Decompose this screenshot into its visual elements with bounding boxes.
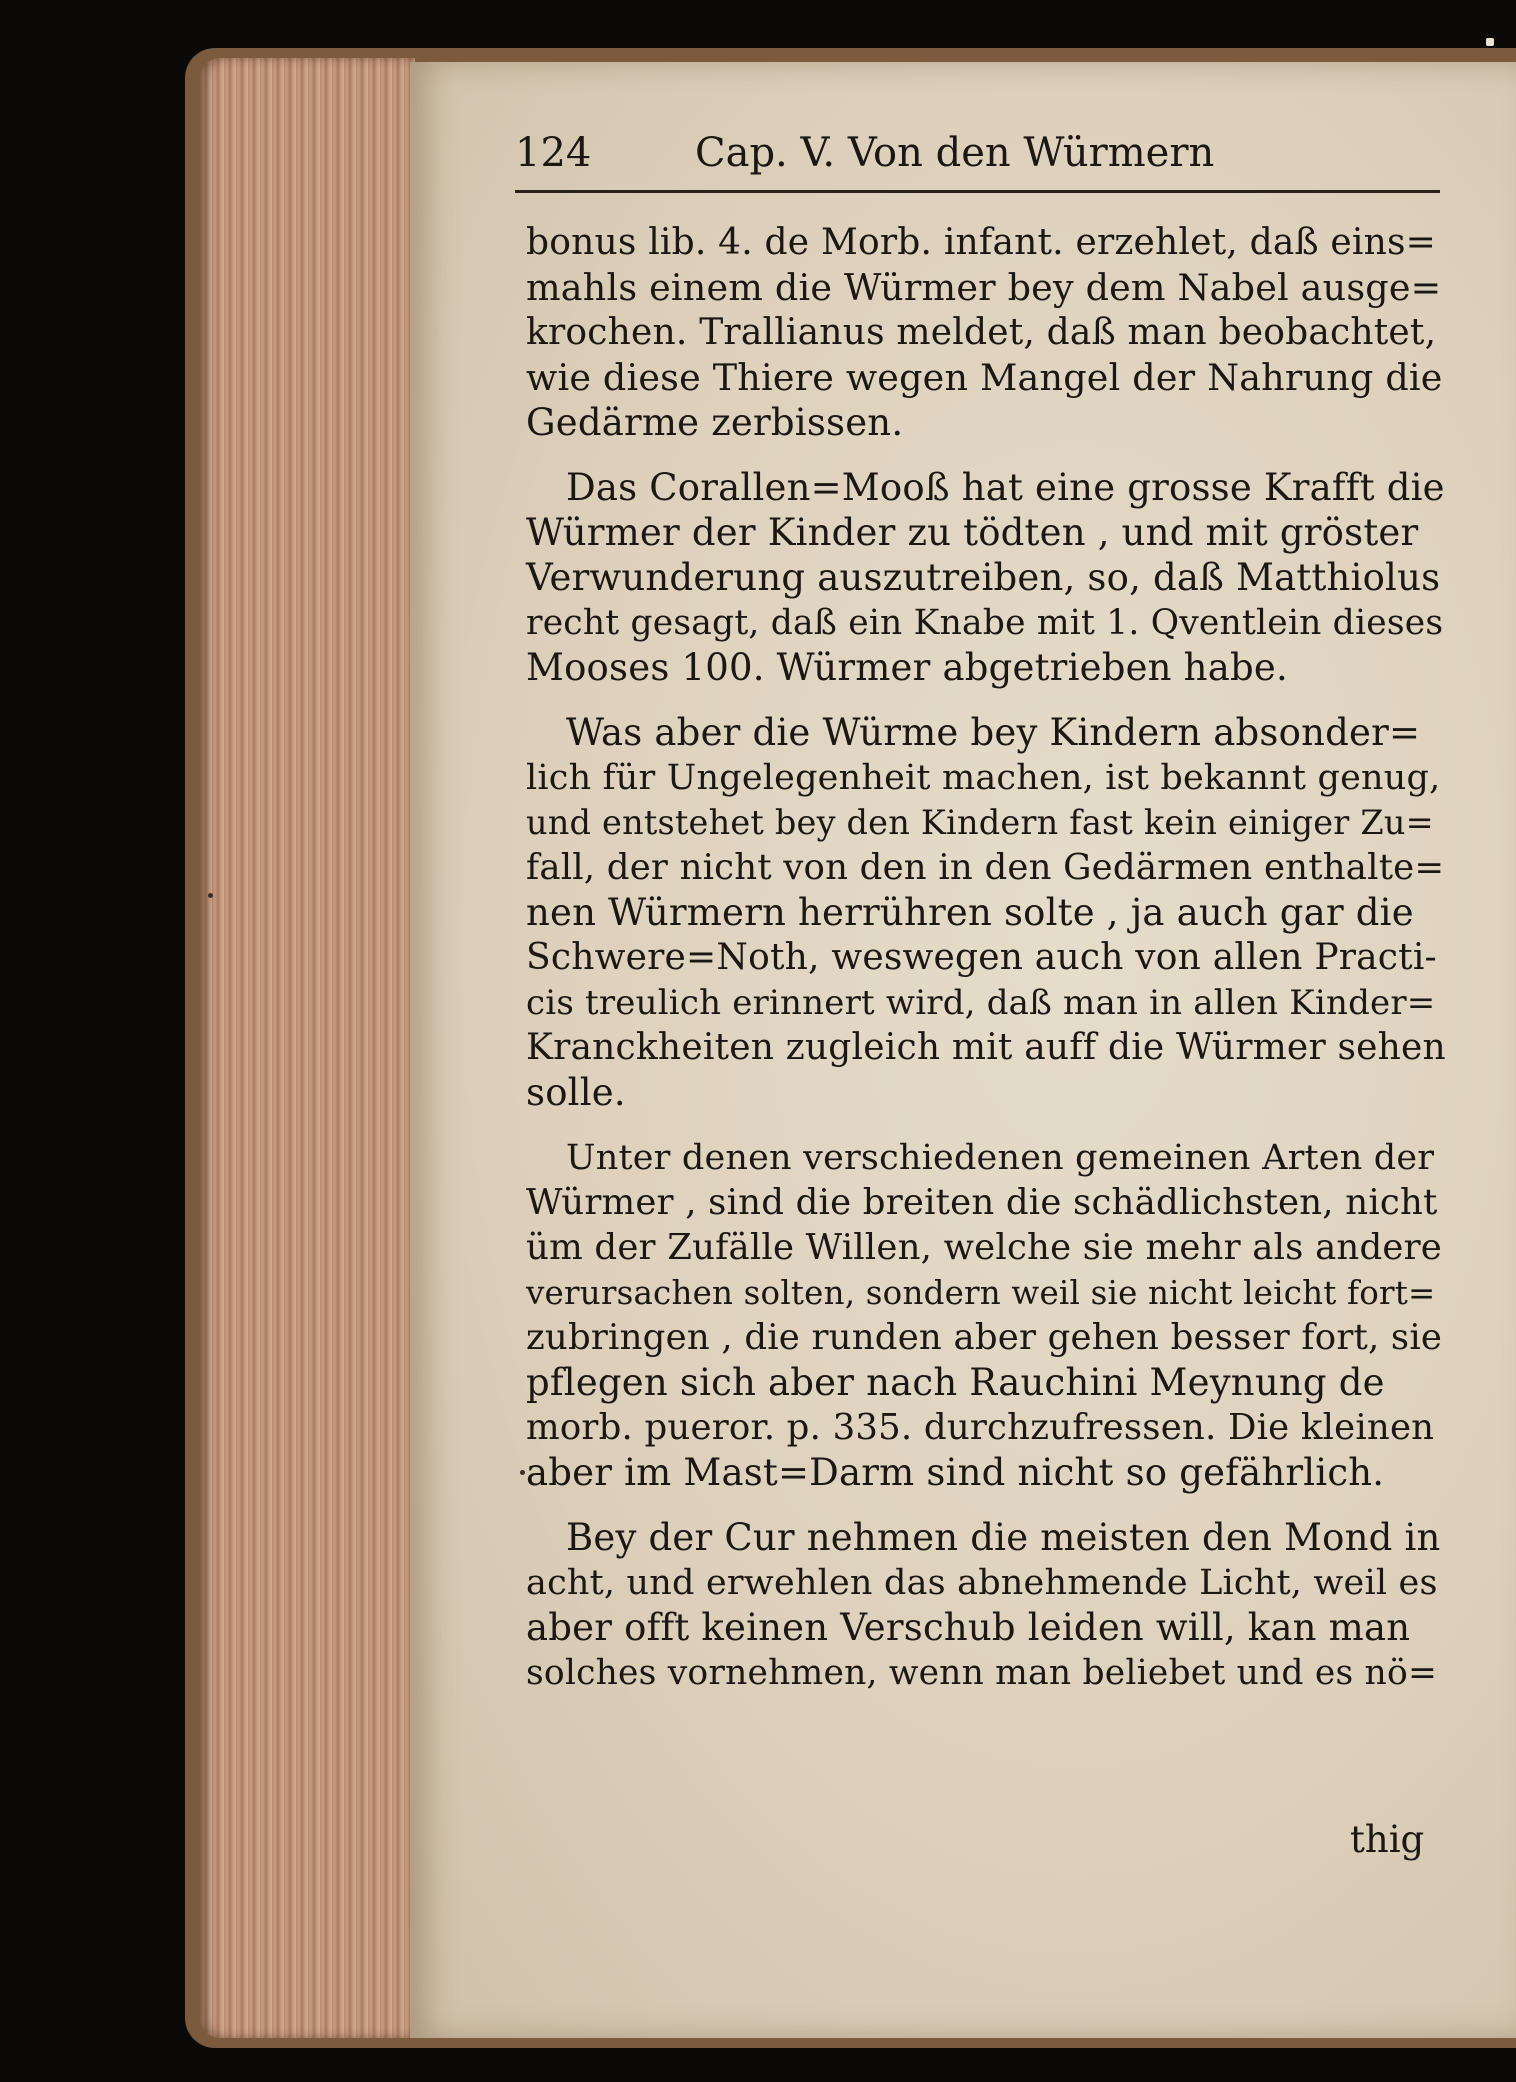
catchword: thig [1350, 1818, 1425, 1861]
text-line: wie diese Thiere wegen Mangel der Nahrung die [526, 356, 1443, 399]
text-line: bonus lib. 4. de Morb. infant. erzehlet, daß eins= [526, 222, 1437, 263]
corner-mark [1486, 38, 1494, 46]
text-line: acht, und erwehlen das abnehmende Licht, weil es [526, 1563, 1438, 1603]
text-line: lich für Ungelegenheit machen, ist bekannt genug, [526, 758, 1441, 798]
text-line: mahls einem die Würmer bey dem Nabel ausge= [526, 266, 1442, 309]
text-line: Das Corallen=Mooß hat eine grosse Krafft die [566, 466, 1445, 509]
text-line: cis treulich erinnert wird, daß man in allen Kinder= [526, 983, 1436, 1023]
text-line: Kranckheiten zugleich mit auff die Würmer sehen [526, 1027, 1446, 1068]
text-line: aber im Mast=Darm sind nicht so gefährlich. [526, 1451, 1385, 1494]
text-line: Würmer der Kinder zu tödten , und mit gröster [526, 511, 1419, 554]
text-line: solle. [526, 1071, 626, 1114]
paper-speck [520, 1470, 525, 1475]
text-line: krochen. Trallianus meldet, daß man beobachtet, [526, 312, 1437, 353]
text-line: nen Würmern herrühren solte , ja auch gar die [526, 891, 1414, 934]
page-header [515, 128, 1455, 184]
page-number: 124 [515, 130, 592, 176]
text-line: und entstehet bey den Kindern fast kein einiger Zu= [526, 803, 1434, 842]
text-line: morb. pueror. p. 335. durchzufressen. Die kleinen [526, 1407, 1435, 1448]
text-line: Gedärme zerbissen. [526, 401, 904, 444]
text-line: verursachen solten, sondern weil sie nicht leicht fort= [526, 1274, 1436, 1312]
paper-speck [208, 893, 213, 898]
text-line: aber offt keinen Verschub leiden will, kan man [526, 1606, 1411, 1649]
text-line: üm der Zufälle Willen, welche sie mehr als andere [526, 1227, 1443, 1268]
header-rule [515, 190, 1440, 193]
text-line: recht gesagt, daß ein Knabe mit 1. Qventlein dieses [526, 603, 1444, 643]
text-line: Mooses 100. Würmer abgetrieben habe. [526, 646, 1288, 689]
text-line: fall, der nicht von den in den Gedärmen enthalte= [526, 847, 1445, 888]
running-head: Cap. V. Von den Würmern [695, 130, 1215, 176]
text-line: Verwunderung auszutreiben, so, daß Matthiolus [526, 556, 1441, 599]
text-body [526, 220, 1446, 1860]
page-fore-edge [200, 58, 415, 2038]
text-line: Bey der Cur nehmen die meisten den Mond in [566, 1516, 1441, 1559]
text-line: Unter denen verschiedenen gemeinen Arten der [566, 1138, 1435, 1178]
text-line: pflegen sich aber nach Rauchini Meynung de [526, 1361, 1385, 1404]
text-line: Schwere=Noth, weswegen auch von allen Practi- [526, 937, 1437, 978]
text-line: solches vornehmen, wenn man beliebet und es nö= [526, 1653, 1438, 1693]
text-line: Was aber die Würme bey Kindern absonder= [566, 711, 1421, 754]
text-line: Würmer , sind die breiten die schädlichsten, nicht [526, 1182, 1438, 1223]
text-line: zubringen , die runden aber gehen besser fort, sie [526, 1317, 1443, 1358]
